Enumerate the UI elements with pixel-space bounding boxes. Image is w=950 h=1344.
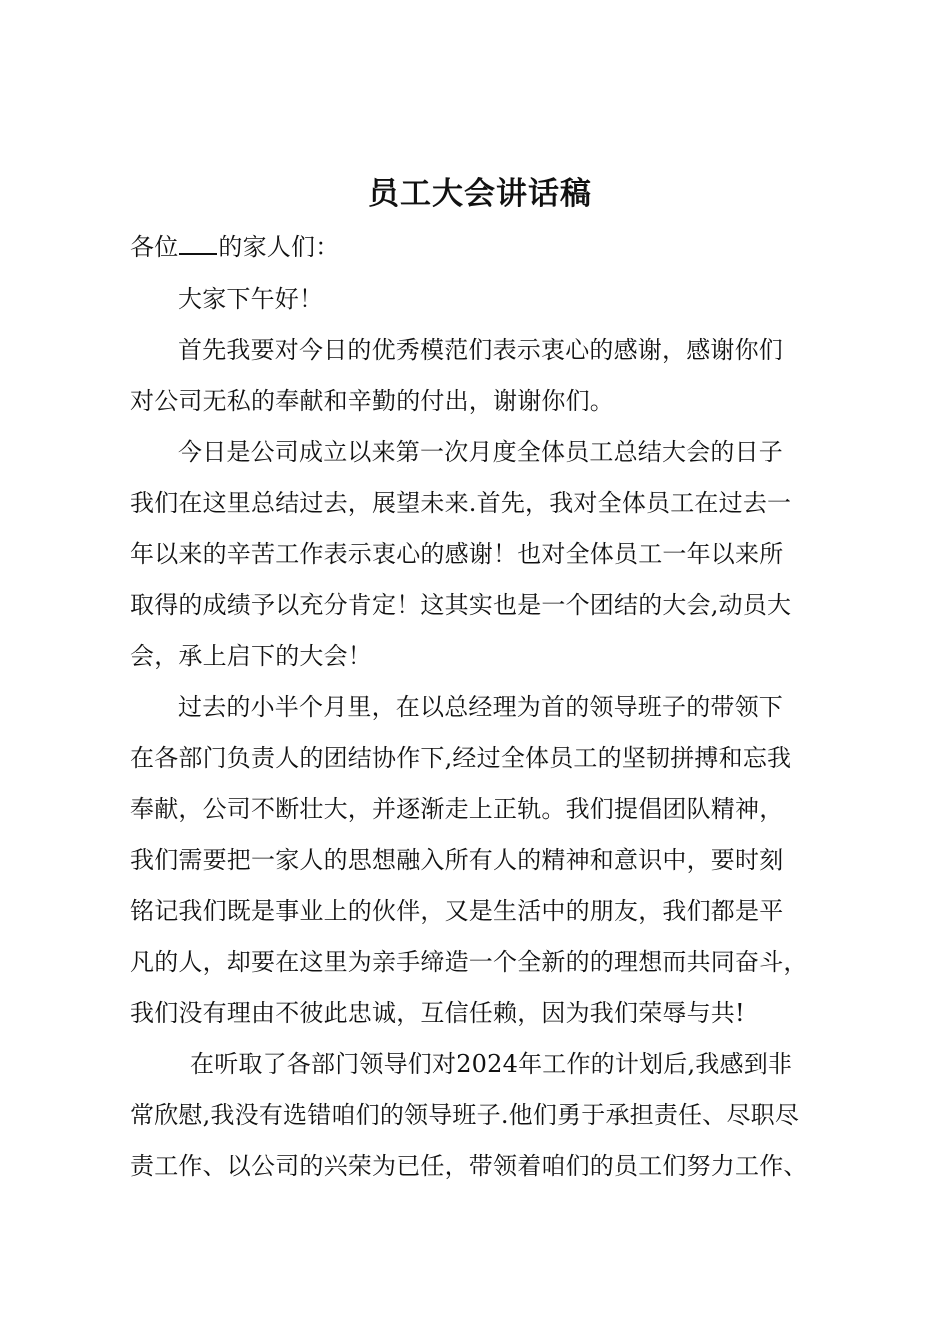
paragraph-line: 在听取了各部门领导们对2024年工作的计划后,我感到非: [190, 1050, 793, 1078]
paragraph-line: 过去的小半个月里，在以总经理为首的领导班子的带领下: [178, 693, 783, 721]
paragraph-line: 年以来的辛苦工作表示衷心的感谢！也对全体员工一年以来所: [130, 540, 784, 568]
fill-in-blank: [179, 231, 217, 255]
paragraph-line: 对公司无私的奉献和辛勤的付出，谢谢你们。: [130, 387, 614, 415]
paragraph-line: 在各部门负责人的团结协作下,经过全体员工的坚韧拼搏和忘我: [130, 744, 792, 772]
paragraph-line: 首先我要对今日的优秀模范们表示衷心的感谢，感谢你们: [178, 336, 783, 364]
greeting-prefix: 各位: [130, 233, 179, 261]
greeting-line: [130, 230, 339, 264]
greeting-suffix: 的家人们：: [218, 233, 340, 261]
paragraph-line: 常欣慰,我没有选错咱们的领导班子.他们勇于承担责任、尽职尽: [130, 1101, 800, 1129]
paragraph-line: 我们没有理由不彼此忠诚，互信任赖，因为我们荣辱与共!: [130, 999, 745, 1027]
paragraph-line: 铭记我们既是事业上的伙伴，又是生活中的朋友，我们都是平: [130, 897, 784, 925]
paragraph-line: 会，承上启下的大会！: [130, 642, 372, 670]
paragraph-line: 大家下午好！: [178, 285, 324, 313]
paragraph-line: 我们在这里总结过去，展望未来.首先，我对全体员工在过去一: [130, 489, 792, 517]
paragraph-line: 取得的成绩予以充分肯定！这其实也是一个团结的大会,动员大: [130, 591, 792, 619]
paragraph-line: 奉献，公司不断壮大，并逐渐走上正轨。我们提倡团队精神，: [130, 795, 784, 823]
paragraph-line: 我们需要把一家人的思想融入所有人的精神和意识中，要时刻: [130, 846, 784, 874]
paragraph-line: 凡的人，却要在这里为亲手缔造一个全新的的理想而共同奋斗，: [130, 948, 808, 976]
paragraph-line: 责工作、以公司的兴荣为已任，带领着咱们的员工们努力工作、: [130, 1152, 808, 1180]
paragraph-line: 今日是公司成立以来第一次月度全体员工总结大会的日子: [178, 438, 783, 466]
document-title: 员工大会讲话稿: [368, 176, 592, 212]
